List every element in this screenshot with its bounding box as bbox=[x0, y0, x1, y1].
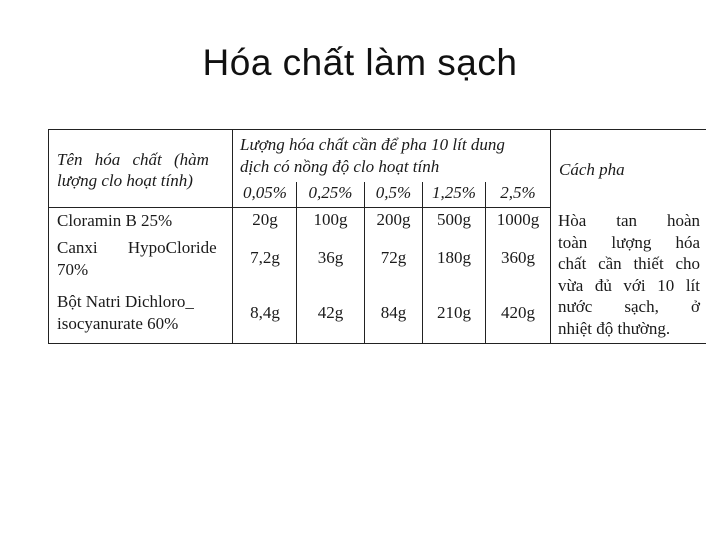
header-conc-4: 1,25% bbox=[432, 183, 476, 202]
method-line-6: nhiệt độ thường. bbox=[558, 318, 671, 338]
row-1-amount-2: 100g bbox=[313, 210, 348, 229]
header-name-line-1: Tên hóa chất (hàm bbox=[57, 150, 209, 169]
row-2-amount-3: 72g bbox=[380, 248, 407, 267]
header-bottom-rule bbox=[48, 207, 550, 208]
row-3-amount-1: 8,4g bbox=[250, 303, 280, 322]
header-name-line-2: lượng clo hoạt tính) bbox=[57, 171, 193, 190]
table-left-border bbox=[48, 130, 49, 343]
row-2-amount-2: 36g bbox=[317, 248, 344, 267]
row-2-name-line-1: Canxi HypoCloride bbox=[57, 238, 217, 257]
row-1-amount-1: 20g bbox=[252, 210, 278, 229]
column-divider-name bbox=[232, 130, 233, 343]
method-line-2: toàn lượng hóa bbox=[558, 232, 700, 252]
row-1-amount-4: 500g bbox=[437, 210, 471, 229]
row-1-amount-3: 200g bbox=[376, 210, 411, 229]
row-1-name: Cloramin B 25% bbox=[57, 211, 173, 230]
method-line-4: vừa đủ với 10 lít bbox=[558, 275, 700, 295]
header-amount-line-1: Lượng hóa chất cần để pha 10 lít dung bbox=[240, 135, 505, 154]
method-text bbox=[558, 210, 700, 339]
header-conc-5: 2,5% bbox=[500, 183, 536, 202]
header-method: Cách pha bbox=[559, 160, 625, 179]
row-2-amount-5: 360g bbox=[501, 248, 535, 267]
column-divider-method bbox=[550, 130, 551, 343]
row-3-amount-5: 420g bbox=[501, 303, 535, 322]
header-conc-3: 0,5% bbox=[375, 183, 412, 202]
row-3-amount-2: 42g bbox=[317, 303, 344, 322]
chemical-table bbox=[48, 129, 706, 344]
row-2-amount-4: 180g bbox=[437, 248, 471, 267]
row-2-amount-1: 7,2g bbox=[250, 248, 280, 267]
method-line-1: Hòa tan hoàn bbox=[558, 211, 700, 230]
slide-title: Hóa chất làm sạch bbox=[202, 42, 518, 83]
row-3-name-line-2: isocyanurate 60% bbox=[57, 314, 179, 333]
method-line-5: nước sạch, ở bbox=[558, 297, 700, 316]
row-3-name-line-1: Bột Natri Dichloro_ bbox=[57, 292, 194, 311]
header-conc-1: 0,05% bbox=[243, 183, 287, 202]
row-3-amount-3: 84g bbox=[380, 303, 407, 322]
header-amount-line-2: dịch có nồng độ clo hoạt tính bbox=[240, 157, 440, 176]
method-line-3: chất cần thiết cho bbox=[558, 254, 700, 273]
row-1-amount-5: 1000g bbox=[496, 210, 540, 229]
header-conc-2: 0,25% bbox=[308, 183, 353, 202]
row-3-amount-4: 210g bbox=[437, 303, 471, 322]
row-2-name-line-2: 70% bbox=[57, 260, 89, 279]
